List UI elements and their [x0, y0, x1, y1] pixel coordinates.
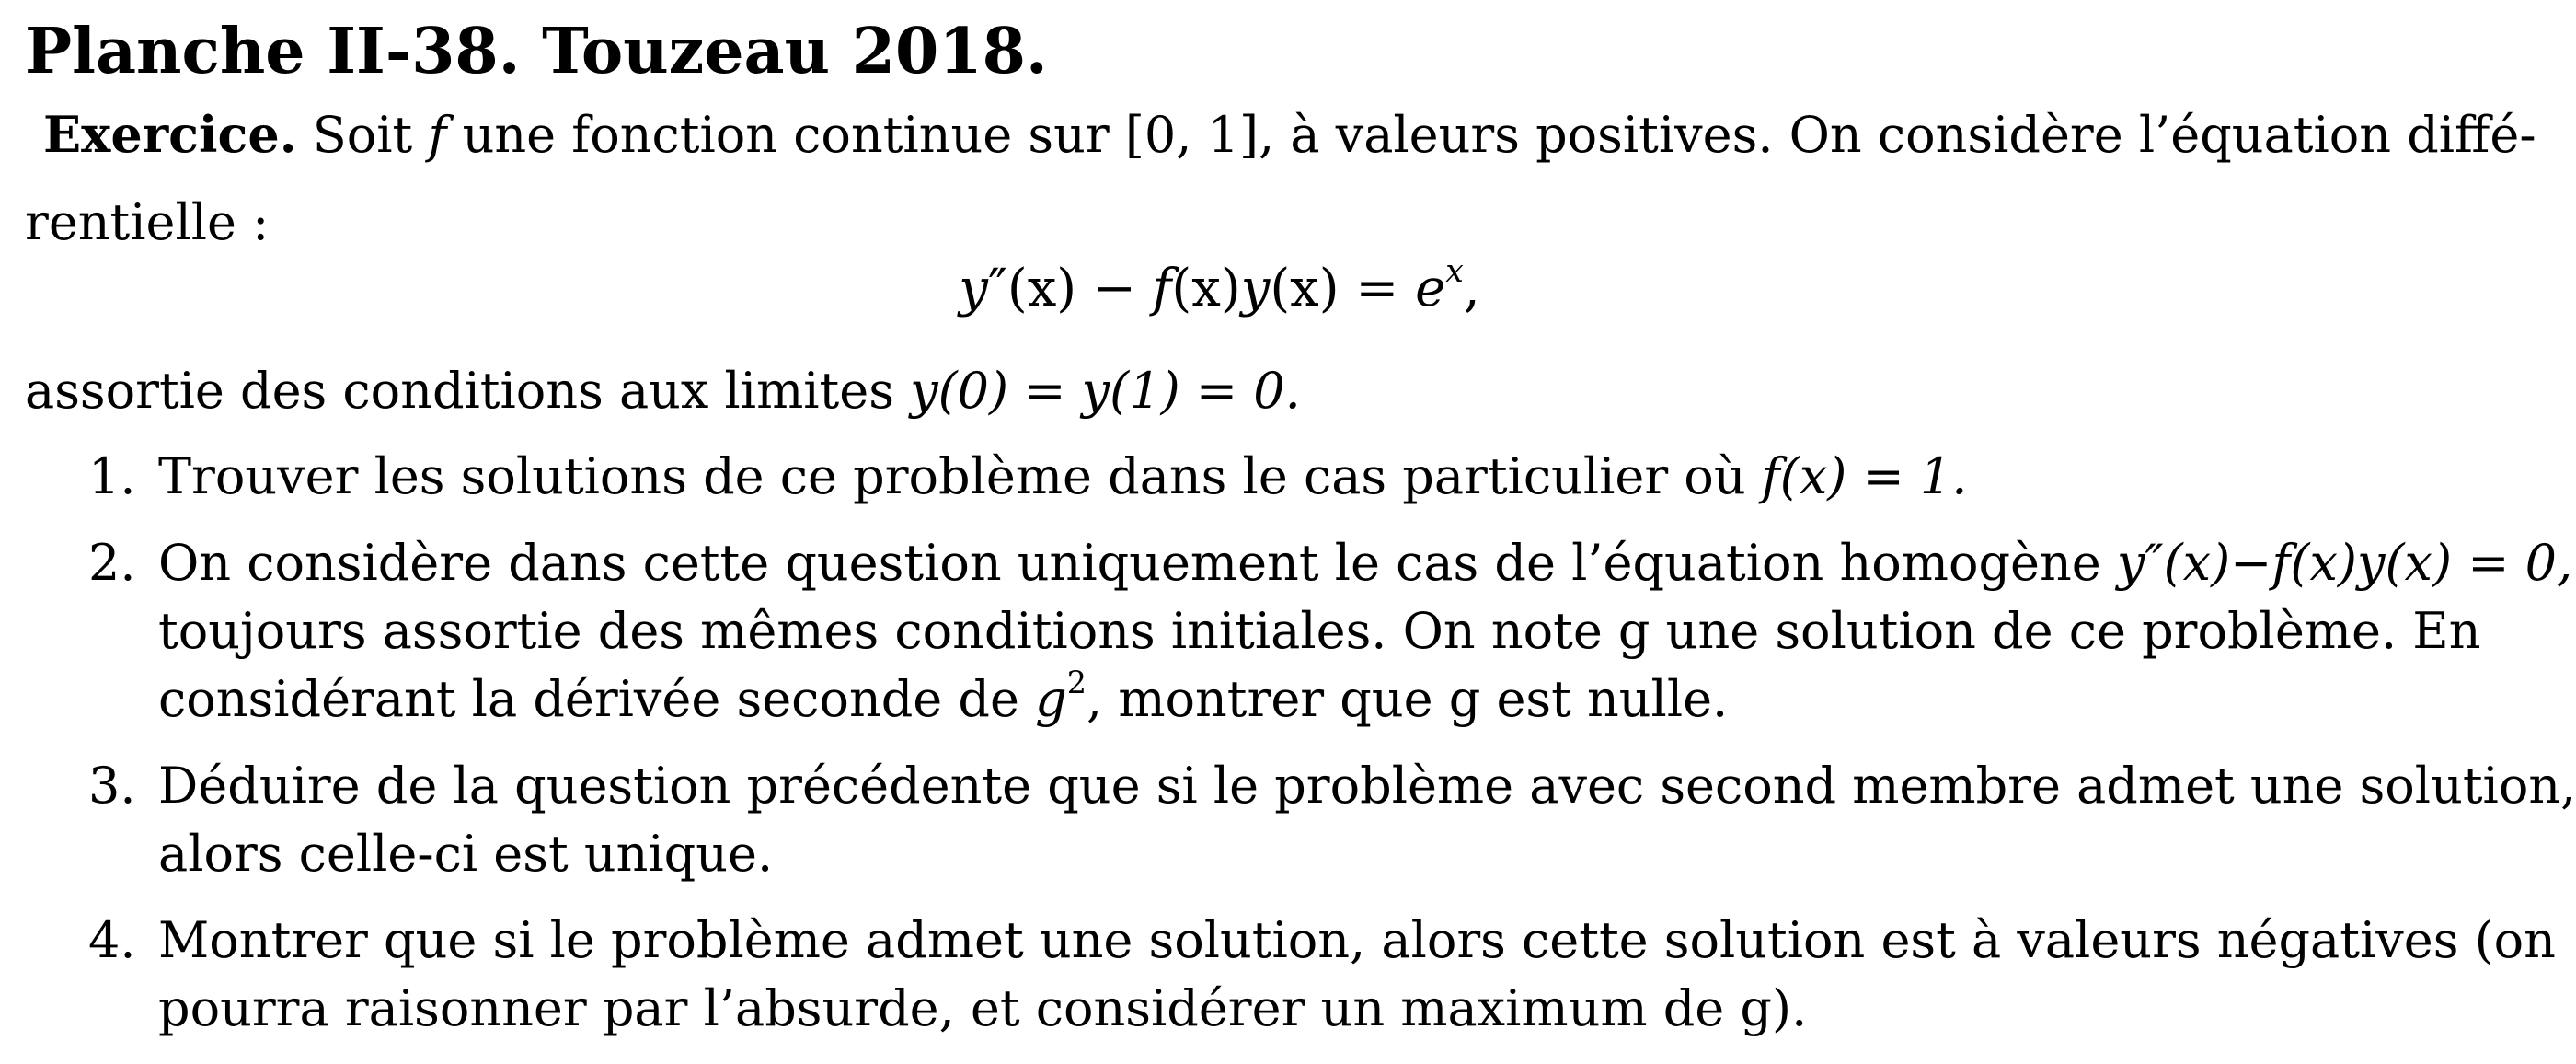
conditions-math: y(0) = y(1) = 0.: [910, 362, 1301, 420]
intro-line-2: rentielle :: [25, 193, 270, 251]
question-3-number: 3.: [88, 757, 136, 815]
question-1-line-1: [158, 447, 1968, 505]
page-title: Planche II-38. Touzeau 2018.: [25, 15, 1048, 88]
eq-f: f: [1152, 259, 1172, 318]
question-2-number: 2.: [88, 534, 136, 592]
eq-e: e: [1415, 259, 1446, 318]
eq-tail: ,: [1463, 259, 1480, 318]
question-3-line-1: Déduire de la question précédente que si le problème avec second membre admet une solution,: [158, 757, 2576, 815]
eq-y2: y: [1240, 259, 1271, 318]
intro-text-b: une fonction continue sur [0, 1], à valeurs positives. On considère l’équation diffé-: [446, 106, 2536, 164]
intro-line-1: [43, 105, 2536, 164]
question-2-sup: 2: [1066, 664, 1087, 700]
question-2-line-1: [158, 534, 2573, 592]
question-2-math-1: y″(x)−f(x)y(x) = 0,: [2116, 534, 2573, 592]
question-1-math: f(x) = 1.: [1761, 447, 1968, 505]
question-4-line-1: Montrer que si le problème admet une solution, alors cette solution est à valeurs négatives (on: [158, 911, 2556, 969]
question-4-line-2: pourra raisonner par l’absurde, et considérer un maximum de g).: [158, 979, 1808, 1037]
question-1-number: 1.: [88, 447, 136, 505]
question-2-text-3: considérant la dérivée seconde de: [158, 670, 1036, 728]
question-2-line-2: toujours assortie des mêmes conditions initiales. On note g une solution de ce problème. En: [158, 602, 2481, 660]
eq-part3: (x) =: [1270, 259, 1416, 318]
eq-part2: (x): [1171, 259, 1241, 318]
question-4-number: 4.: [88, 911, 136, 969]
eq-y: y: [959, 259, 988, 318]
intro-text-a: Soit: [312, 106, 429, 164]
exercise-label: Exercice.: [43, 105, 297, 164]
differential-equation: [0, 252, 2439, 318]
eq-primes: ″: [987, 259, 1007, 318]
question-3-line-2: alors celle-ci est unique.: [158, 825, 774, 883]
question-2-text-1: On considère dans cette question uniquement le cas de l’équation homogène: [158, 534, 2117, 592]
conditions-text: assortie des conditions aux limites: [25, 362, 911, 420]
conditions-line: [25, 362, 1301, 420]
question-2-line-3: [158, 664, 1729, 728]
eq-part1: (x) −: [1006, 259, 1153, 318]
intro-math-f: f: [428, 106, 447, 164]
question-2-math-g: g: [1035, 670, 1067, 728]
question-2-rest: , montrer que g est nulle.: [1086, 670, 1729, 728]
eq-exponent: x: [1445, 252, 1464, 290]
question-1-text: Trouver les solutions de ce problème dans le cas particulier où: [158, 447, 1762, 505]
